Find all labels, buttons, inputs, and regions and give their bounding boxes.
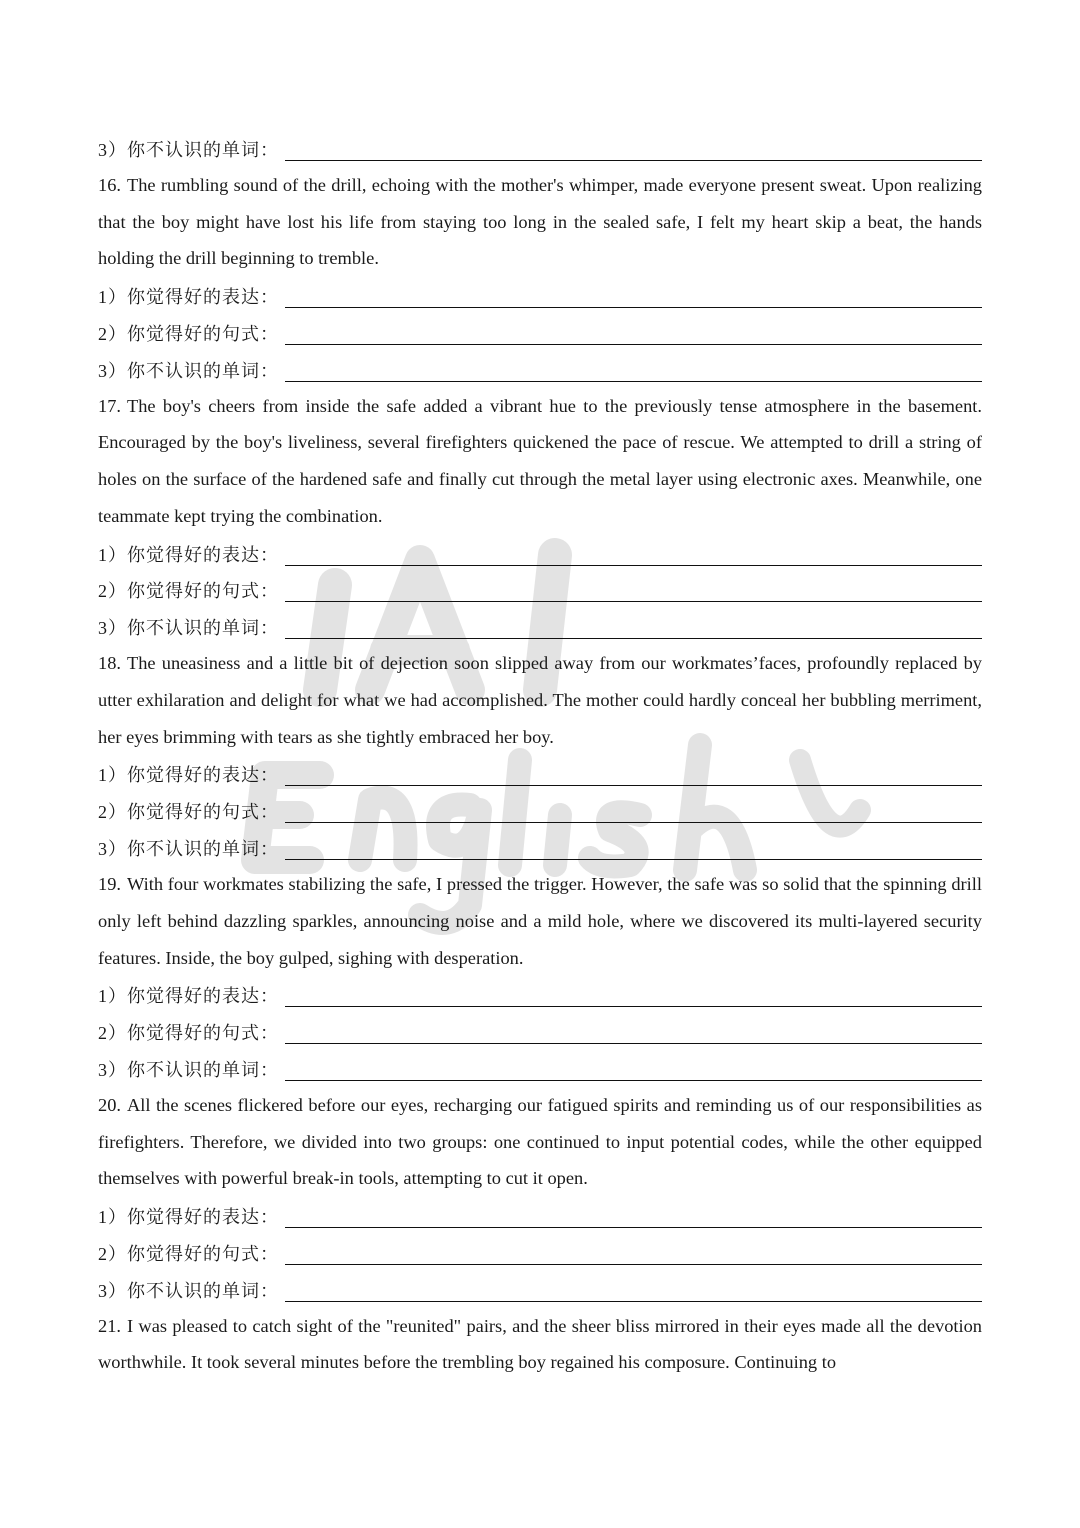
exercise-number: 20. [98,1094,121,1115]
exercise-number: 18. [98,653,121,674]
answer-blank[interactable] [285,1263,982,1265]
answer-blank[interactable] [285,858,982,860]
exercise-text: With four workmates stabilizing the safe, I pressed the trigger. However, the safe was so solid that the spinning drill only left behind dazzling sparkles, announcing noise and a mild hole, where we discovered its multi-layered security features. Inside, the boy gulped, sighing with desperation. [98,873,982,968]
exercise-text: The uneasiness and a little bit of dejection soon slipped away from our workmates’faces, profoundly replaced by utter exhilaration and delight for what we had accomplished. The mother could hardly conceal her bubbling merriment, her eyes brimming with tears as she tightly embraced her boy. [98,653,982,747]
answer-label: 2）你觉得好的句式： [98,323,279,344]
answer-label: 3）你不认识的单词： [98,1059,279,1080]
answer-row-vocab [98,1050,982,1087]
answer-row-sentence [98,1234,982,1271]
answer-row-expression [98,976,982,1013]
answer-row-vocab [98,608,982,645]
exercise-paragraph [98,1308,982,1382]
exercise-paragraph [98,866,982,976]
exercise-paragraph [98,388,982,535]
answer-label: 3）你不认识的单词： [98,1280,279,1301]
answer-blank[interactable] [285,1226,982,1228]
answer-label: 2）你觉得好的句式： [98,1243,279,1264]
exercise-text: The boy's cheers from inside the safe added a vibrant hue to the previously tense atmosphere in the basement. Encouraged by the boy's liveliness, several firefighters quickened the pace of rescue. We attempted to drill a string of holes on the surface of the hardened safe and finally cut through the metal layer using electronic axes. Meanwhile, one teammate kept trying the combination. [98,395,982,526]
exercise-paragraph [98,1087,982,1197]
answer-row-expression [98,1197,982,1234]
answer-label: 1）你觉得好的表达： [98,986,279,1007]
exercise-text: I was pleased to catch sight of the "reunited" pairs, and the sheer bliss mirrored in their eyes made all the devotion worthwhile. It took several minutes before the trembling boy regained his composure. Continuing to [98,1315,982,1373]
answer-row-sentence [98,1013,982,1050]
answer-blank[interactable] [285,1005,982,1007]
answer-label: 3）你不认识的单词： [98,618,279,639]
answer-label: 3）你不认识的单词： [98,838,279,859]
answer-blank[interactable] [285,159,982,161]
answer-row-vocab [98,130,982,167]
answer-row-expression [98,277,982,314]
answer-row-sentence [98,314,982,351]
answer-blank[interactable] [285,1079,982,1081]
answer-blank[interactable] [285,380,982,382]
answer-row-vocab [98,829,982,866]
answer-blank[interactable] [285,343,982,345]
answer-row-sentence [98,792,982,829]
answer-blank[interactable] [285,784,982,786]
answer-blank[interactable] [285,1042,982,1044]
answer-label: 3）你不认识的单词： [98,139,279,160]
answer-blank[interactable] [285,306,982,308]
exercise-number: 19. [98,873,121,894]
answer-blank[interactable] [285,1300,982,1302]
answer-label: 1）你觉得好的表达： [98,544,279,565]
answer-blank[interactable] [285,564,982,566]
answer-blank[interactable] [285,637,982,639]
exercise-paragraph [98,167,982,277]
answer-row-expression [98,756,982,793]
answer-label: 2）你觉得好的句式： [98,802,279,823]
answer-label: 1）你觉得好的表达： [98,765,279,786]
exercise-text: The rumbling sound of the drill, echoing with the mother's whimper, made everyone present sweat. Upon realizing that the boy might have lost his life from staying too long in the sealed safe, I felt my heart skip a beat, the hands holding the drill beginning to tremble. [98,174,982,269]
answer-label: 1）你觉得好的表达： [98,286,279,307]
answer-row-vocab [98,1271,982,1308]
answer-label: 1）你觉得好的表达： [98,1206,279,1227]
answer-row-sentence [98,572,982,609]
exercise-paragraph [98,645,982,755]
exercise-number: 21. [98,1315,121,1336]
answer-blank[interactable] [285,821,982,823]
answer-label: 3）你不认识的单词： [98,360,279,381]
exercise-number: 16. [98,174,121,195]
answer-label: 2）你觉得好的句式： [98,1022,279,1043]
answer-blank[interactable] [285,600,982,602]
answer-row-vocab [98,351,982,388]
exercise-number: 17. [98,395,121,416]
worksheet-page [98,130,982,1381]
answer-label: 2）你觉得好的句式： [98,581,279,602]
exercise-list [98,167,982,1381]
answer-row-expression [98,535,982,572]
exercise-text: All the scenes flickered before our eyes, recharging our fatigued spirits and reminding us of our responsibilities as firefighters. Therefore, we divided into two groups: one continued to input potential codes, while the other equipped themselves with powerful break-in tools, attempting to cut it open. [98,1094,982,1189]
